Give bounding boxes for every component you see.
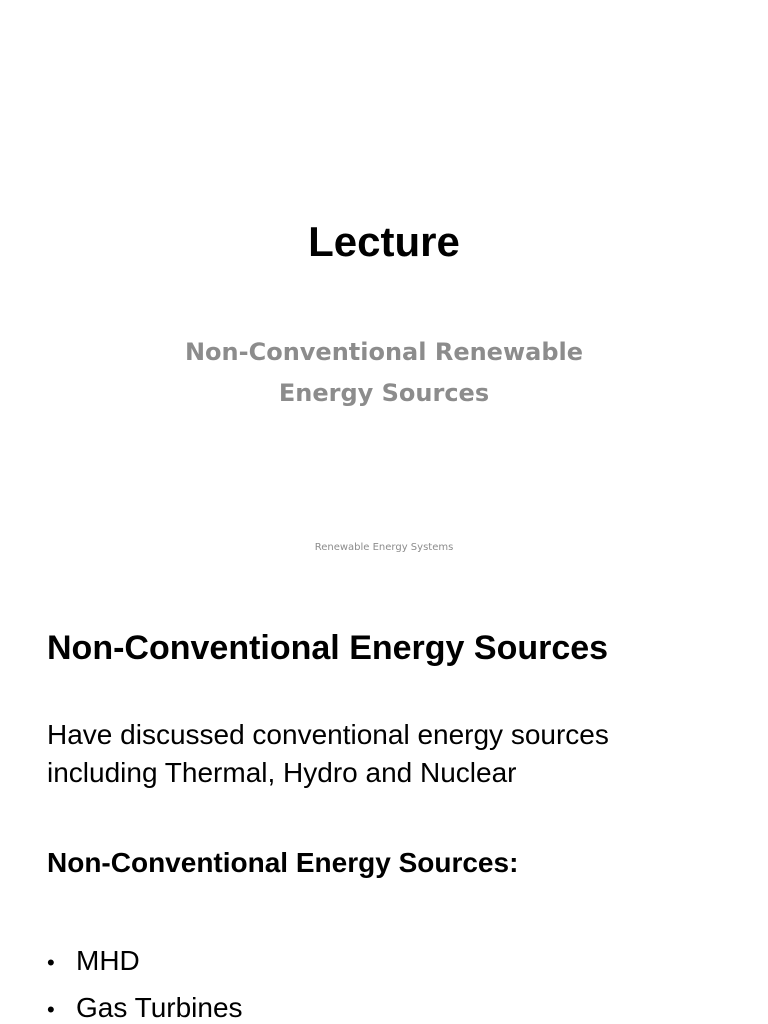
subtitle-line-1: Non-Conventional Renewable <box>184 338 584 366</box>
slide-footer: Renewable Energy Systems <box>314 542 454 553</box>
section-subheading: Non-Conventional Energy Sources: <box>47 847 519 878</box>
paragraph-line-1: Have discussed conventional energy sources <box>47 719 609 750</box>
list-item <box>47 938 243 985</box>
slide-subtitle <box>0 332 768 414</box>
list-item <box>47 985 243 1024</box>
content-slide <box>0 576 768 1024</box>
paragraph-line-2: including Thermal, Hydro and Nuclear <box>47 757 517 788</box>
list-item-text: MHD <box>76 945 140 976</box>
bullet-list <box>47 938 243 1024</box>
slide-title: Lecture <box>308 218 460 265</box>
bullet-icon: • <box>47 950 55 975</box>
subtitle-line-2: Energy Sources <box>278 379 490 407</box>
intro-paragraph <box>47 716 737 792</box>
bullet-icon: • <box>47 997 55 1022</box>
list-item-text: Gas Turbines <box>76 992 243 1023</box>
slide-heading: Non-Conventional Energy Sources <box>47 629 609 667</box>
